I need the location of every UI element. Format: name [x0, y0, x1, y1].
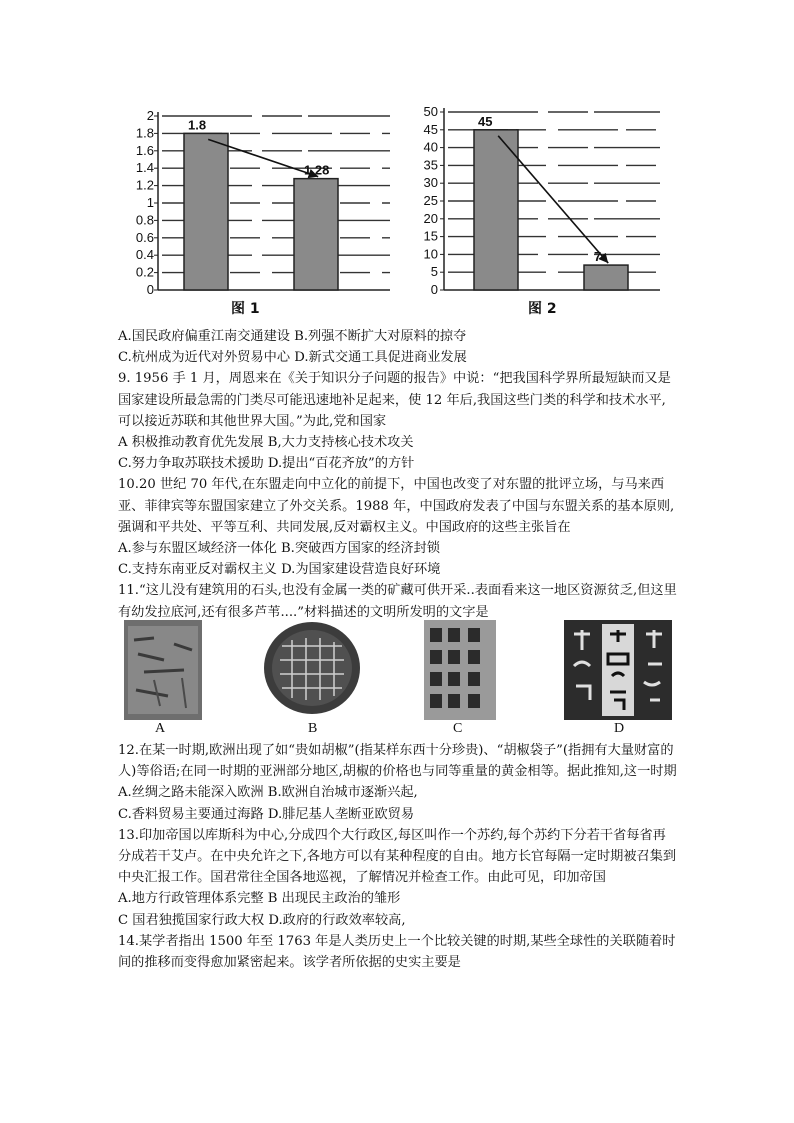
y-tick-label: 25	[423, 193, 438, 208]
q14-stem: 14.某学者指出 1500 年至 1763 年是人类历史上一个比较关键的时期,某些全球性的关联随着时间的推移而变得愈加紧密起来。该学者所依据的史实主要是	[118, 933, 676, 971]
bar-chart-2	[418, 104, 668, 324]
bar	[294, 179, 338, 290]
script-image-b	[256, 620, 366, 720]
q8-option-line: C.杭州成为近代对外贸易中心 D.新式交通工具促进商业发展	[118, 350, 467, 366]
q9-option-line: C.努力争取苏联技术援助 D.提出“百花齐放”的方针	[118, 456, 415, 472]
y-tick-label: 2	[146, 108, 154, 123]
script-image-a	[124, 620, 202, 720]
y-tick-label: 10	[423, 246, 438, 262]
bar-chart-2-svg	[418, 104, 668, 304]
image-label-c: C	[453, 721, 463, 736]
chart-2-caption: 图 2	[528, 301, 557, 317]
y-tick-label: 45	[423, 121, 438, 137]
y-tick-label: 0.4	[135, 247, 154, 263]
y-tick-label: 1	[146, 195, 154, 210]
q12-option-line: A.丝绸之路未能深入欧洲 B.欧洲自治城市逐渐兴起,	[118, 785, 418, 801]
y-tick-label: 0	[430, 282, 438, 297]
y-tick-label: 1.4	[135, 160, 154, 176]
y-tick-label: 50	[423, 104, 438, 119]
chart-1-caption: 图 1	[231, 301, 260, 317]
q13-stem: 13.印加帝国以库斯科为中心,分成四个大行政区,每区叫作一个苏约,每个苏约下分若干省每省再分成若干艾卢。在中央允许之下,各地方可以有某种程度的自由。地方长官每隔一定时期被召集到中央汇报工作。国君常往全国各地巡视，了解情况并检查工作。由此可见，印加帝国	[118, 827, 677, 886]
data-label: 7	[594, 249, 602, 265]
q12-stem: 12.在某一时期,欧洲出现了如“贵如胡椒”(指某样东西十分珍贵)、“胡椒袋子”(指拥有大量财富的人)等俗语;在同一时期的亚洲部分地区,胡椒的价格也与同等重量的黄金相等。据此推知,这一时期	[118, 743, 677, 780]
y-tick-label: 0.2	[135, 264, 154, 280]
y-tick-label: 20	[423, 210, 438, 226]
y-tick-label: 1.2	[135, 177, 154, 193]
q11-stem: 11.“这儿没有建筑用的石头,也没有金属一类的矿藏可供开采..表面看来这一地区资源贫乏,但这里有幼发拉底河,还有很多芦苇....”材料描述的文明所发明的文字是	[118, 583, 677, 620]
bar	[584, 265, 628, 290]
y-tick-label: 1.6	[135, 142, 154, 158]
q9-stem: 9. 1956 手 1 月，周恩来在《关于知识分子问题的报告》中说：“把我国科学界所最短缺而又是国家建设所最急需的门类尽可能迅速地补足起来，使 12 年后,我国这些门类的科学和技术水平,可以接近苏联和其他世界大国。”为此,党和国家	[118, 371, 671, 429]
q12-option-line: C.香料贸易主要通过海路 D.腓尼基人垄断亚欧贸易	[118, 806, 415, 822]
questions-block-2	[118, 740, 678, 973]
q11-image-options	[122, 620, 682, 738]
y-tick-label: 15	[423, 228, 438, 244]
questions-block-1	[118, 326, 678, 623]
q8-option-line: A.国民政府偏重江南交通建设 B.列强不断扩大对原料的掠夺	[118, 329, 467, 344]
y-tick-label: 30	[423, 175, 438, 191]
image-label-b: B	[308, 721, 318, 736]
bar	[474, 130, 518, 290]
y-tick-label: 0.8	[135, 212, 154, 228]
script-image-c	[424, 620, 496, 720]
bar-chart-1-svg	[128, 104, 398, 304]
q13-option-line: A.地方行政管理体系完整 B 出现民主政治的雏形	[118, 891, 401, 907]
q9-option-line: A 积极推动教育优先发展 B,大力支持核心技术攻关	[118, 435, 414, 451]
y-tick-label: 35	[423, 157, 438, 173]
data-label: 45	[478, 113, 493, 129]
q10-option-line: A.参与东盟区域经济一体化 B.突破西方国家的经济封锁	[118, 541, 440, 557]
y-tick-label: 1.8	[135, 125, 154, 141]
y-tick-label: 40	[423, 139, 438, 155]
script-image-d	[564, 620, 672, 720]
image-label-d: D	[614, 721, 625, 736]
data-label: 1.28	[304, 162, 330, 178]
bar-chart-1	[128, 104, 398, 324]
bar	[184, 133, 228, 290]
q13-option-line: C 国君独揽国家行政大权 D.政府的行政效率较高,	[118, 912, 406, 928]
y-tick-label: 5	[430, 264, 438, 280]
data-label: 1.8	[188, 117, 207, 133]
image-label-a: A	[155, 721, 166, 736]
q10-stem: 10.20 世纪 70 年代,在东盟走向中立化的前提下，中国也改变了对东盟的批评立场，与马来西亚、菲律宾等东盟国家建立了外交关系。1988 年，中国政府发表了中国与东盟关系的基本原则,强调和平共处、平等互利、共同发展,反对霸权主义。中国政府的这些主张旨在	[118, 477, 675, 535]
q10-option-line: C.支持东南亚反对霸权主义 D.为国家建设营造良好环境	[118, 562, 441, 578]
y-tick-label: 0.6	[135, 229, 154, 245]
y-tick-label: 0	[146, 282, 154, 297]
